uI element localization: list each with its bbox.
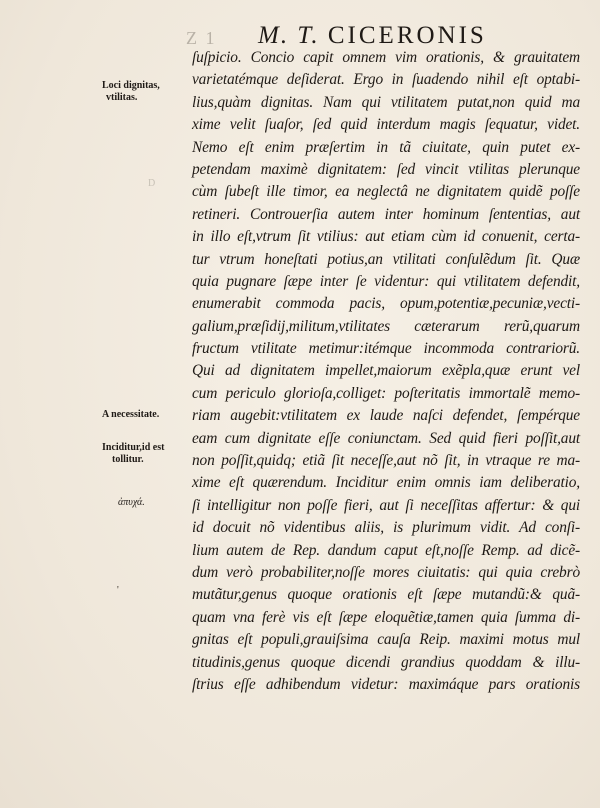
margin-note-necessitate xyxy=(102,409,190,421)
body-text xyxy=(192,47,580,696)
text-line: in illo eſt,vtrum ſit vtilius: aut etiam cùm id conuenit, certa- xyxy=(192,228,580,246)
margin-tick: ' xyxy=(117,585,119,596)
text-line: galium,præſidij,militum,vtilitates cæterarum rerũ,quarum xyxy=(192,317,580,335)
running-head-prefix: M. T. xyxy=(258,22,320,49)
bleed-through-note: D xyxy=(148,178,156,189)
text-line: mutãtur,genus quoque orationis eſt ſæpe mutandũ:& quã- xyxy=(192,586,580,604)
text-line: lius,quàm dignitas. Nam qui vtilitatem putat,non quid ma xyxy=(192,93,580,111)
text-line: cùm ſubeſt ille timor, ea neglectâ ne dignitatem quidẽ poſſe xyxy=(192,183,580,201)
text-line: ſi intelligitur non poſſe fieri, aut ſi neceſſitas affertur: & qui xyxy=(192,496,580,514)
text-line: fructum vtilitate metimur:itémque incommoda contrariorũ. xyxy=(192,340,580,358)
text-line: eam cum dignitate eſſe coniunctam. Sed quid fieri poſſit,aut xyxy=(192,429,580,447)
margin-note-line: vtilitas. xyxy=(106,92,138,103)
text-line: petendam maximè dignitatem: ſed vincit vtilitas plerunque xyxy=(192,160,580,178)
text-line: Qui ad dignitatem impellet,maiorum exẽpla,quæ erunt vel xyxy=(192,362,580,380)
margin-note-line: Inciditur,id est xyxy=(102,442,165,453)
text-line: tur vtrum honeſtati potius,an vtilitati conſulẽdum ſit. Quæ xyxy=(192,250,580,268)
text-line: gnitas eſt populi,grauiſsima cauſa Reip. maximi motus mul xyxy=(192,631,580,649)
margin-note-line: ἀπυχά. xyxy=(118,497,145,508)
margin-note-line: A necessitate. xyxy=(102,409,160,420)
text-line: titudinis,genus quoque dicendi grandius quoddam & illu- xyxy=(192,653,580,671)
text-line: dum verò probabiliter,noſſe mores ciuitatis: qui quia crebrò xyxy=(192,563,580,581)
text-line: enumerabit commoda pacis, opum,potentiæ,pecuniæ,vecti- xyxy=(192,295,580,313)
margin-note-line: tollitur. xyxy=(112,454,144,465)
text-line: lium autem de Rep. dandum caput eſt,noſſe Remp. ad dicẽ- xyxy=(192,541,580,559)
margin-note-inciditur xyxy=(102,442,190,466)
text-line: ſuſpicio. Concio capit omnem vim orationis, & grauitatem xyxy=(192,49,580,66)
text-line: non poſſit,quidq; etiã ſit neceſſe,aut nõ ſit, in vtraque re ma- xyxy=(192,452,580,470)
text-line: id docuit nõ videntibus aliis, is plurimum vidit. Ad conſi- xyxy=(192,519,580,537)
margin-note-line: Loci dignitas, xyxy=(102,80,160,91)
margin-note-loci xyxy=(102,80,190,104)
text-line: quam vna ferè vis eſt ſæpe eloquẽtiæ,tamen quia ſumma di- xyxy=(192,608,580,626)
bleed-through-head: Z 1 xyxy=(186,28,217,48)
text-line: xime eſt quærendum. Inciditur enim omnis iam deliberatio, xyxy=(192,474,580,492)
text-line: quia pugnare ſæpe inter ſe videntur: qui vtilitatem defendit, xyxy=(192,272,580,290)
running-head-name: CICERONIS xyxy=(327,22,487,49)
text-line: xime velit ſuaſor, ſed quid interdum magis ſequatur, videt. xyxy=(192,116,580,134)
text-line: varietatémque deſiderat. Ergo in ſuadendo nihil eſt optabi- xyxy=(192,71,580,89)
text-line: cum periculo glorioſa,colliget: poſteritatis immortalẽ memo- xyxy=(192,384,580,402)
text-line: Nemo eſt enim præſertim in tã ciuitate, quin putet ex- xyxy=(192,138,580,156)
text-line: retineri. Controuerſia autem inter hominum ſententias, aut xyxy=(192,205,580,223)
running-head xyxy=(258,22,487,50)
text-line: ſtrius eſſe adhibendum videtur: maximáque pars orationis xyxy=(192,675,580,693)
text-line: riam augebit:vtilitatem ex laude naſci defendet, ſempérque xyxy=(192,407,580,425)
